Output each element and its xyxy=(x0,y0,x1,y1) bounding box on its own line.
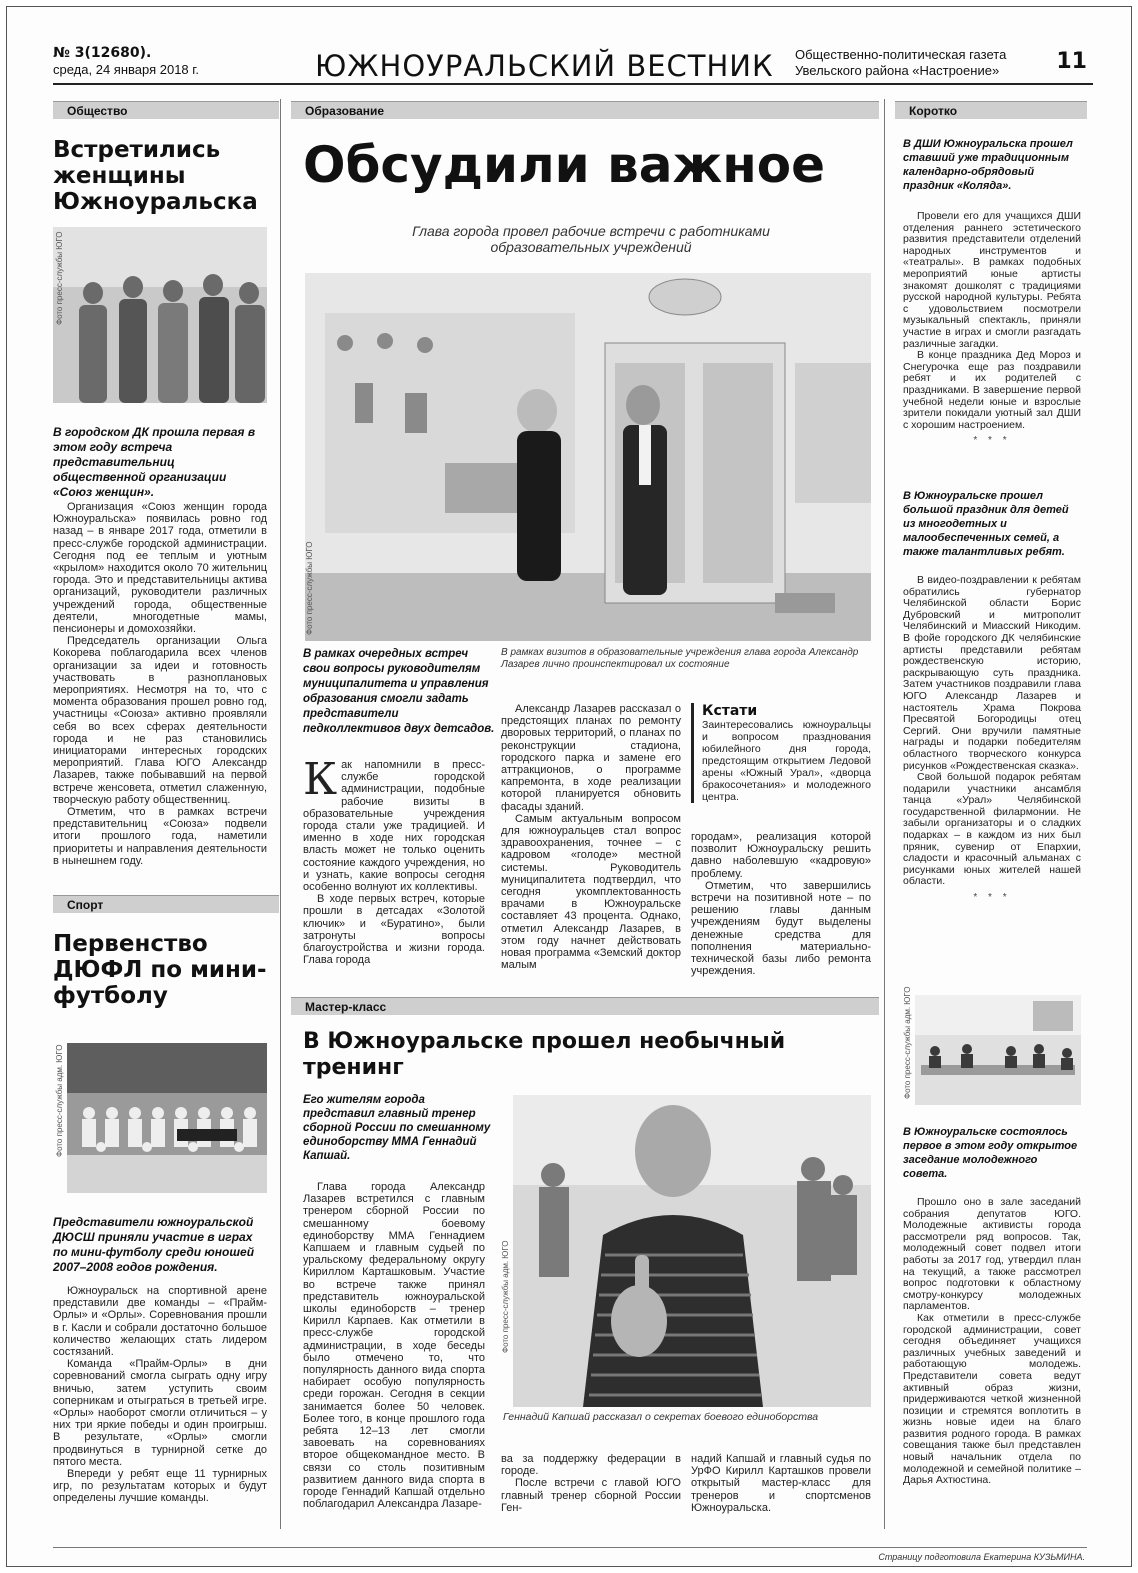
masterclass-col2 xyxy=(501,1453,681,1514)
society-photo-credit: Фото пресс-службы ЮГО xyxy=(55,231,64,325)
section-masterclass: Мастер-класс xyxy=(291,997,879,1015)
paragraph: Южноуральск на спортивной арене представили две команды – «Прайм-Орлы» и «Орлы». Соревнования прошли в г. Касли и собрали достаточно большое количество желающих стать лидером состязаний. xyxy=(53,1285,267,1359)
masterclass-lead: Его жителям города представил главный тренер сборной России по смешанному единоборству ММА Геннадий Капшай. xyxy=(303,1094,491,1162)
masthead xyxy=(53,43,1093,85)
paragraph: ва за поддержку федерации в городе. xyxy=(501,1453,681,1478)
paragraph: В видео-поздравлении к ребятам обратились губернатор Челябинской области Борис Дубровский и митрополит Челябинский и Миасский Никодим. В фойе городского ДК челябинские артисты представили ребятам рождественскую историю, раскрывающую суть праздника. Затем участников поздравили глава ЮГО Александр Лазарев и настоятель Храма Покрова Пресвятой Богородицы отец Сергий. Они вручили памятные награды и подарки победителям областного творческого конкурса рисунков «Рождественская сказка». xyxy=(903,574,1081,772)
masterclass-body xyxy=(303,1181,485,1510)
briefly-item3-body xyxy=(903,1197,1081,1487)
education-subhead: Глава города провел рабочие встречи с работниками образовательных учреждений xyxy=(412,223,770,255)
education-col2 xyxy=(501,703,681,971)
page-prepared-by: Страницу подготовила Екатерина КУЗЬМИНА. xyxy=(878,1552,1085,1562)
education-col3 xyxy=(691,831,871,977)
paragraph: надий Капшай и главный судья по УрФО Кирилл Карташков провели открытый мастер-класс для тренеров и спортсменов Южноуральска. xyxy=(691,1453,871,1514)
issue-date: среда, 24 января 2018 г. xyxy=(53,62,200,77)
paragraph: Команда «Прайм-Орлы» в дни соревнований смогла сыграть одну игру вничью, затем уступить своим соперникам и отыграться в третьей игре. «Орлы» наоборот смогли отличиться – у них три яркие победы и один проигрыш. В результате, «Орлы» смогли продвинуться в турнирной сетке до пятого места. xyxy=(53,1358,267,1468)
masterclass-photo-credit: Фото пресс-службы адм. ЮГО xyxy=(501,1240,510,1353)
education-photo xyxy=(305,273,871,641)
society-lead: В городском ДК прошла первая в этом году встреча представительниц общественной организации «Союз женщин». xyxy=(53,425,256,499)
kstati-title: Кстати xyxy=(702,703,758,719)
section-briefly: Коротко xyxy=(895,101,1087,119)
paragraph: Глава города Александр Лазарев встретился с главным тренером сборной России по смешанному боевому единоборству ММА Геннадием Капшаем и главным судьей по уральскому федеральному округу Кириллом Карташковым. Участие во встрече также принял представитель южноуральской школы единоборств – тренер Кирилл Карпаев. Как отметили в пресс-службе городской администрации, в ходе беседы было отмечено то, что популярность данного вида спорта набирает особую популярность среди горожан. Сегодня в секции занимается более 50 человек. Более того, в конце прошлого года ребята 12–13 лет смогли завоевать на соревнованиях второе общекомандное место. В связи со столь позитивным развитием данного вида спорта в городе Геннадий Капшай отдельно поблагодарил Александра Лазаре- xyxy=(303,1181,485,1511)
sport-photo-credit: Фото пресс-службы адм. ЮГО xyxy=(55,1044,64,1157)
society-body xyxy=(53,501,267,867)
briefly-photo xyxy=(915,995,1081,1105)
sport-headline: Первенство ДЮФЛ по мини-футболу xyxy=(53,931,267,1009)
paragraph: Организация «Союз женщин города Южноуральска» появилась ровно год назад – в январе 2017 года, отметили в пресс-службе городской администрации. Сегодня под ее теплым и уютным «крылом» находится около 70 жительниц города. Это и представительницы актива организаций, руководители различных учреждений города, общественные деятели, многодетные мамы, пенсионеры и домохозяйки. xyxy=(53,501,267,636)
kstati-box xyxy=(691,703,871,803)
paragraph: Как напомнили в пресс-службе городской администрации, подобные рабочие визиты в образовательные учреждения города стали уже традицией. И именно в ходе них городская власть может не только оценить состояние каждого учреждения, но и узнать, какие вопросы сегодня особенно волнуют их коллективы. xyxy=(303,754,485,894)
sport-photo xyxy=(67,1043,267,1193)
paragraph: Председатель организации Ольга Кокорева поблагодарила всех членов организации за идеи и готовность участвовать в разноплановых мероприятиях. Несмотря на то, что с момента образования прошел ровно год, участницы «Союза» активно проявляли себя во всех сферах деятельности города и не раз становились инициаторами интересных городских мероприятий. Глава ЮГО Александр Лазарев, также побывавший на первой встрече женсовета, отметил слаженную, творческую работу общественниц. xyxy=(53,635,267,806)
paragraph: Впереди у ребят еще 11 турнирных игр, по результатам которых и будут определены лучшие команды. xyxy=(53,1468,267,1505)
paragraph: Отметим, что в рамках встречи представительниц «Союза» подвели итоги прошлого года, наметили приоритеты и направления деятельности в нынешнем году. xyxy=(53,806,267,867)
education-headline: Обсудили важное xyxy=(303,136,826,194)
paragraph: Провели его для учащихся ДШИ отделения раннего эстетического развития представители отделений народных инструментов и «театралы». В рамках подобных мероприятий юные артисты знакомят дошколят с традициями русской народной культуры. Ребята с удовольствием посмотрели музыкальный спектакль, приняли участие в играх и смогли разгадать различные загадки. xyxy=(903,210,1081,350)
paragraph: После встречи с главой ЮГО главный тренер сборной России Ген- xyxy=(501,1477,681,1514)
briefly-item2-lead: В Южноуральске прошел большой праздник для детей из многодетных и малообеспеченных семей, а также талантливых ребят. xyxy=(903,490,1069,558)
section-education: Образование xyxy=(291,101,879,119)
masterclass-caption: Геннадий Капшай рассказал о секретах боевого единоборства xyxy=(503,1411,819,1423)
paragraph: Свой большой подарок ребятам подарили участники ансамбля танца «Урал» Челябинской государственной филармонии. Не забыли организаторы и о сладких подарках – в каждом из них был пряник, сувенир от Епархии, сладости и красочный альманах с рисунками юных жителей нашей области. xyxy=(903,771,1081,888)
masterclass-col3 xyxy=(691,1453,871,1514)
briefly-item2-body xyxy=(903,575,1081,908)
masterclass-photo xyxy=(513,1095,871,1407)
issue-number: № 3(12680). xyxy=(53,45,152,61)
footer-rule xyxy=(53,1547,1087,1548)
paragraph: Александр Лазарев рассказал о предстоящих планах по ремонту дворовых территорий, о планах по реконструкции стадиона, городского парка и замене его аттракционов, о программе капремонта, в ходе реализации которой планируется обновить фасады зданий. xyxy=(501,703,681,813)
kstati-text: Заинтересовались южноуральцы и вопросом празднования юбилейного дня города, предстоящим открытием Ледовой арены «Южный Урал», «дворца бракосочетания» и молодежного центра. xyxy=(702,719,871,803)
briefly-item1-body xyxy=(903,211,1081,451)
society-headline: Встретились женщины Южноуральска xyxy=(53,137,258,215)
education-photo-credit: Фото пресс-службы ЮГО xyxy=(305,541,314,635)
newspaper-subtitle-2: Увельского района «Настроение» xyxy=(795,63,1000,78)
briefly-photo-credit: Фото пресс-службы адм. ЮГО xyxy=(903,986,912,1099)
paragraph: Отметим, что завершились встречи на позитивной ноте – по решению главы данным учреждениям будут выделены денежные средства для пополнения материально-технической базы либо ремонта учреждения. xyxy=(691,879,871,978)
separator: * * * xyxy=(973,435,1011,447)
paragraph: В ходе первых встреч, которые прошли в детсадах «Золотой ключик» и «Буратино», были затронуты вопросы благоустройства и жизни города. Глава города xyxy=(303,893,485,967)
paragraph: городам», реализация которой позволит Южноуральску решить давно наболевшую «кадровую» проблему. xyxy=(691,831,871,880)
newspaper-title: ЮЖНОУРАЛЬСКИЙ ВЕСТНИК xyxy=(315,49,774,83)
education-lead: В рамках очередных встреч свои вопросы руководителям муниципалитета и управления образования смогли задать представители педколлективов двух детсадов. xyxy=(303,648,495,735)
newspaper-page xyxy=(6,6,1132,1567)
sport-lead: Представители южноуральской ДЮСШ приняли участие в играх по мини-футболу среди юношей 2007–2008 годов рождения. xyxy=(53,1215,255,1274)
separator: * * * xyxy=(973,892,1011,904)
paragraph: В конце праздника Дед Мороз и Снегурочка еще раз поздравили ребят и их родителей с праздниками. В завершение первой учебной недели юные и взрослые зрители покидали уютный зал ДШИ с хорошим настроением. xyxy=(903,349,1081,431)
page-number: 11 xyxy=(1056,49,1087,74)
masterclass-headline: В Южноуральске прошел необычный тренинг xyxy=(303,1029,786,1080)
paragraph: Прошло оно в зале заседаний собрания депутатов ЮГО. Молодежные активисты города рассмотрели ряд вопросов. Так, молодежный совет подвел итоги работы за 2017 год, утвердил план на текущий, а также рассмотрел вопрос подготовки к областному смотру-конкурсу молодежных парламентов. xyxy=(903,1196,1081,1313)
section-sport: Спорт xyxy=(53,895,279,913)
briefly-item1-lead: В ДШИ Южноуральска прошел ставший уже традиционным календарно-обрядовый праздник «Коляда». xyxy=(903,138,1073,192)
briefly-item3-lead: В Южноуральске состоялось первое в этом году открытое заседание молодежного совета. xyxy=(903,1126,1078,1180)
newspaper-subtitle-1: Общественно-политическая газета xyxy=(795,47,1007,62)
section-society: Общество xyxy=(53,101,279,119)
column-rule xyxy=(280,99,281,1529)
society-photo xyxy=(53,227,267,403)
education-caption: В рамках визитов в образовательные учреждения глава города Александр Лазарев лично проинспектировал их состояние xyxy=(501,647,859,670)
sport-body xyxy=(53,1285,267,1505)
drop-cap: К xyxy=(303,754,338,805)
education-col1 xyxy=(303,754,485,967)
paragraph: Как отметили в пресс-службе городской администрации, совет сегодня объединяет учащихся различных учебных заведений и работающую молодежь. Представители совета ведут активный образ жизни, придерживаются четкой жизненной позиции и стремятся воплотить в жизнь новые идеи на благо развития родного города. В рамках совещания также был представлен новый начальник отдела по молодежной и семейной политике – Дарья Ахтюстина. xyxy=(903,1311,1081,1487)
column-rule xyxy=(884,99,885,1529)
paragraph: Самым актуальным вопросом для южноуральцев стал вопрос здравоохранения, точнее – с кадровом «голоде» местной системы. Руководитель муниципалитета подтвердил, что сегодня укомплектованность врачами в Южноуральске составляет 43 процента. Однако, отметил Александр Лазарев, в этом году начнет действовать новая программа «Земский доктор малым xyxy=(501,812,681,972)
